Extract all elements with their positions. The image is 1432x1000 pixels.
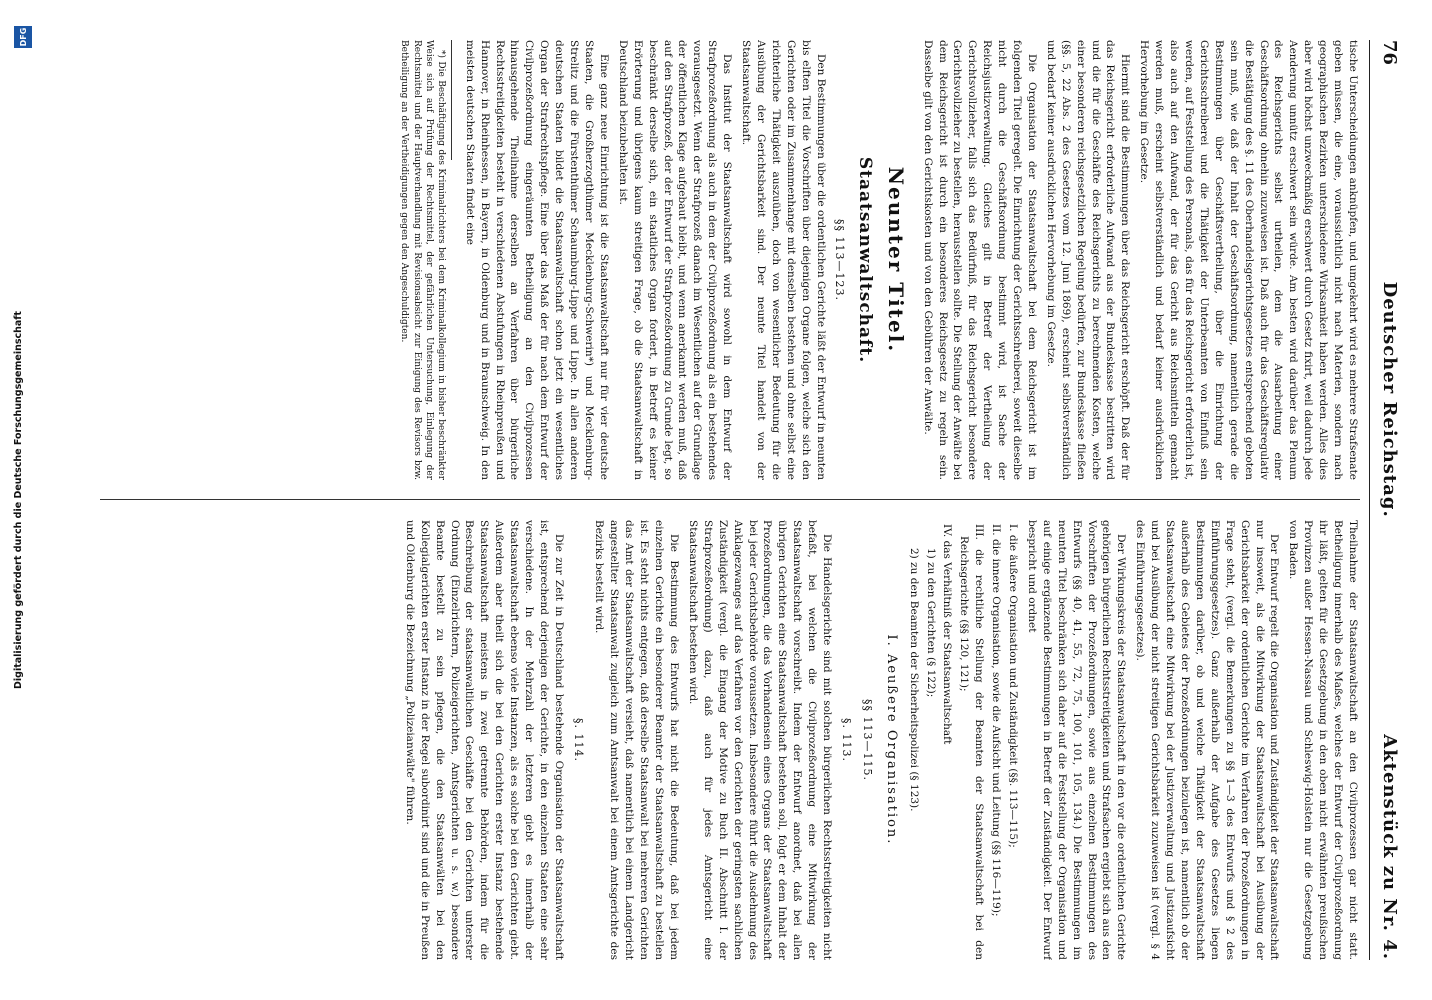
sub-list-item: 1) zu den Gerichten (§ 122); bbox=[924, 548, 937, 698]
chapter-heading: I. Aeußere Organisation. bbox=[883, 634, 899, 846]
paragraph: Die Bestimmung des Entwurfs hat nicht die Bedeutung, daß bei jedem einzelnen Gerichte ein besonderer Beamter der Staatsanwaltschaft zu bestellen ist. Es steht nichts entgegen, daß derselbe Staatsanwalt bei mehreren Gerichten das Amt der Staatsanwaltschaft versieht, daß namentlich bei einem Landgericht angestellter Staatsanwalt zugleich zum Amtsanwalt bei einem Amtsgerichte des Bezirks bestellt wird. bbox=[593, 520, 680, 960]
paragraph: Den Bestimmungen über die ordentlichen Gerichte läßt der Entwurf in neunten bis elften Titel die Vorschriften über diejenigen Organe folgen, welche sich den Gerichten oder im Zusammenhange mit denselben bestehen und ohne selbst eine richterliche Thätigkeit auszuüben, doch von wesentlicher Bedeutung für die Ausübung der Gerichtsbarkeit sind. Der neunte Titel handelt von der Staatsanwaltschaft. bbox=[740, 40, 827, 480]
column-divider bbox=[100, 499, 1360, 500]
section-heading: §. 113. bbox=[839, 718, 853, 762]
footnote-divider bbox=[451, 40, 452, 160]
list-item: III. die rechtliche Stellung der Beamten der Staatsanwaltschaft bei den Reichsgerichte (§§ 120, 121); bbox=[958, 524, 986, 960]
header-document-ref: Aktenstück zu Nr. 4. bbox=[1379, 734, 1401, 960]
page-number: 76 bbox=[1379, 40, 1401, 66]
digitization-note: Digitalisierung gefördert durch die Deutsche Forschungsgemeinschaft bbox=[13, 311, 24, 689]
title-heading: Neunter Titel. bbox=[883, 166, 908, 354]
paragraph: tische Unterscheidungen anknüpfen, und umgekehrt wird es mehrere Strafsenate geben müssen, die eine, voraussichtlich nicht nach Materien, sondern nach geographischen Bezirken unterschiedene Wirksamkeit haben werden. Alles dies aber wird höchst unzweckmäßig erschwert durch Gesetz fixirt, weil dadurch jede Aenderung unnütz erschwert sein würde. Am besten wird darüber das Plenum des Reichsgerichts selbst urtheilen, dem die Ausarbeitung einer Geschäftsordnung ohnehin zuzuweisen ist. Daß auch für das Geschäftsregulativ die Bestätigung des §. 11 des Oberhandelsgerichtsgesetzes entsprechend geboten sein muß, wie daß der Inhalt der Geschäftsordnung, namentlich gerade die Bestimmungen über Geschäftsvertheilung, über die Einrichtung der Gerichtsschreiberei und die Thätigkeit der Unterbeamten von Einfluß sein werden, auf Feststellung des Personals, das für das Reichsgericht erforderlich ist, also auch auf den Aufwand, der für das Gericht aus Reichsmitteln gemacht werden muß, erscheint selbstverständlich und bedarf keiner ausdrücklichen Hervorhebung im Gesetze. bbox=[1138, 40, 1359, 480]
outline-list bbox=[906, 520, 1020, 960]
paragraph: Theilnahme der Staatsanwaltschaft an den Civilprozessen gar nicht statt. Betheiligung innerhalb des Maßes, welches der Entwurf der Civilprozeßordnung ihr läßt, gelten für die Gesetzgebung in den oben nicht erwähnten preußischen Provinzen außer Hessen-Nassau und Schleswig-Holstein nur die Gesetzgebung von Baden. bbox=[1287, 520, 1359, 960]
paragraph: Die zur Zeit in Deutschland bestehende Organisation der Staatsanwaltschaft ist, entsprechend derjenigen der Gerichte, in den einzelnen Staaten eine sehr verschiedene. In der Mehrzahl der letzteren giebt es innerhalb der Staatsanwaltschaft ebenso viele Instanzen, als es solche bei den Gerichten giebt. Außerdem aber theilt sich die bei den Gerichten erster Instanz bestehende Staatsanwaltschaft meistens in zwei getrennte Behörden, indem für die Beschreibung der staatsanwaltlichen Geschäfte bei den Gerichten unterster Ordnung (Einzelrichtern, Polizeigerichten, Amtsgerichten u. s. w.) besondere Beamte bestellt zu sein pflegen, die den Staatsanwälten bei den Kollegialgerichten erster Instanz in der Regel subordinirt sind und die in Preußen und Oldenburg die Bezeichnung „Polizeianwälte" führen. bbox=[403, 520, 565, 960]
paragraph: Das Institut der Staatsanwaltschaft wird sowohl in dem Entwurf der Strafprozeßordnung als auch in dem der Civilprozeßordnung als ein bestehendes vorausgesetzt. Wenn der Strafprozeß danach im Wesentlichen auf der Grundlage der öffentlichen Klage aufgebaut bleibt, und wenn anerkannt werden muß, daß auf den Strafprozeß, der der Entwurf der Strafprozeßordnung zu Grunde legt, so beschränkt derselbe sich, ein staatliches Organ fordert, in Betreff es keiner Erörterung und übrigens kaum streitigen Frage, ob die Staatsanwaltschaft in Deutschland beizubehalten ist. bbox=[616, 40, 734, 480]
subtitle-heading: Staatsanwaltschaft. bbox=[855, 156, 876, 364]
paragraph: Hiermit sind die Bestimmungen über das Reichsgericht erschöpft. Daß der für das Reichsgericht erforderliche Aufwand aus der Bundeskasse bestritten wird und die für die Geschäfte des Reichsgerichts zu berechnenden Kosten, welche einer besonderen reichsgesetzlichen Regelung bedürfen, zur Bundeskasse fließen (§§. 5, 22 Abs. 2 des Gesetzes vom 12. Juni 1869), erscheint selbstverständlich und bedarf keiner ausdrücklichen Hervorhebung im Gesetze. bbox=[1044, 40, 1132, 480]
right-column bbox=[60, 520, 1360, 960]
header-title: Deutscher Reichstag. bbox=[1379, 281, 1401, 518]
paragraph: Der Wirkungskreis der Staatsanwaltschaft in den vor die ordentlichen Gerichte gehörigen bürgerlichen Rechtsstreitigkeiten und Strafsachen ergiebt sich aus den Vorschriften der Prozeßordnungen, sowie aus einzelnen Bestimmungen des Entwurfs (§§ 40, 41, 55, 72, 75, 100, 101, 105, 134.) Die Bestimmungen im neunten Titel beschränken sich daher auf die Feststellung der Organisation und auf einige ergänzende Bestimmungen in Betreff der Zuständigkeit. Der Entwurf bespricht und ordnet bbox=[1025, 520, 1128, 960]
section-range-heading: §§ 113—115. bbox=[861, 699, 875, 781]
sub-list-item: 2) zu den Beamten der Sicherheitspolizei (§ 123). bbox=[907, 548, 920, 812]
list-item: IV. das Verhältniß der Staatsanwaltschaft bbox=[941, 524, 954, 745]
dfg-logo: DFG bbox=[14, 26, 32, 48]
footnote: *) Die Beschäftigung des Kriminalrichters bei dem Kriminalkollegium in bisher beschränkter Weise sich auf Prüfung der Rechtsmittel, der gefährlichen Untersuchung, Einlegung der Rechtsmittel und der Hauptverhandlung mit Revisionsabsicht zur Einigung des Revisors bzw. Betheiligung an der Vertheidigungen gegen den Angeschuldigten. bbox=[399, 40, 446, 480]
list-item: II. die innere Organisation, sowie die Aufsicht und Leitung (§§ 116—119); bbox=[990, 524, 1003, 917]
paragraph: Der Entwurf regelt die Organisation und Zuständigkeit der Staatsanwaltschaft nur insoweit, als die Mitwirkung der Staatsanwaltschaft bei Ausübung der Gerichtsbarkeit der ordentlichen Gerichte im Verfahren der Prozeßordnungen in Frage steht, (vergl. die Bemerkungen zu §§ 1—3 des Entwurfs und § 2 des Einführungsgesetzes). Ganz außerhalb der Aufgabe des Gesetzes liegen Bestimmungen darüber, ob und welche Thätigkeit der Staatsanwaltschaft außerhalb des Gebietes der Prozeßordnungen beizulegen ist, namentlich ob der Staatsanwaltschaft eine Mitwirkung bei der Justizverwaltung und Justizaufsicht und bei Ausübung der nicht streitigen Gerichtsbarkeit zuzuweisen ist (vergl. § 4 des Einführungsgesetzes). bbox=[1134, 520, 1281, 960]
section-heading: §. 114. bbox=[571, 718, 585, 762]
paragraph: Die Handelsgerichte sind mit solchen bürgerlichen Rechtsstreitigkeiten nicht befaßt, bei welchen die Civilprozeßordnung eine Mitwirkung der Staatsanwaltschaft vorschreibt. Indem der Entwurf anordnet, daß bei allen übrigen Gerichten eine Staatsanwaltschaft bestehen soll, folgt er dem Inhalt der Prozeßordnungen, die das Vorhandensein eines Organs der Staatsanwaltschaft bei jeder Gerichtsbehörde voraussetzen. Insbesondere führt die Ausdehnung des Anklagezwanges auf das Verfahren vor den Gerichten der geringsten sachlichen Zuständigkeit (vergl. die Eingang der Motive zu Buch II. Abschnitt I. der Strafprozeßordnung) dazu, daß auch für jedes Amtsgericht eine Staatsanwaltschaft bestehen wird. bbox=[686, 520, 834, 960]
page-header bbox=[1369, 40, 1410, 960]
list-item: I. die äußere Organisation und Zuständigkeit (§§. 113—115); bbox=[1007, 524, 1020, 848]
paragraph: Eine ganz neue Einrichtung ist die Staatsanwaltschaft nur für vier deutsche Staaten, die Großherzogthümer Mecklenburg-Schwerin*) und Mecklenburg-Strelitz und die Fürstenthümer Schaumburg-Lippe und Lippe. In allen anderen deutschen Staaten bildet die Staatsanwaltschaft schon jetzt ein wesentliches Organ der Strafrechtspflege. Eine über das Maß der für nach dem Entwurf der Civilprozeßordnung eingeräumten Betheiligung an den Civilprozessen hinausgehende Theilnahme derselben an Verfahren über bürgerliche Rechtsstreitigkeiten besteht in verschiedenen Abstufungen in Rheinpreußen und Hannover, in Rheinhessen, in Bayern, in Oldenburg und in Braunschweig. In den meisten deutschen Staaten findet eine bbox=[463, 40, 610, 480]
section-range-heading: §§ 113—123. bbox=[833, 219, 847, 301]
left-column bbox=[60, 40, 1360, 480]
paragraph: Die Organisation der Staatsanwaltschaft bei dem Reichsgericht ist im folgenden Titel geregelt. Die Einrichtung der Gerichtsschreiberei, soweit dieselbe nicht durch die Geschäftsordnung bestimmt wird, ist Sache der Reichsjustizverwaltung. Gleiches gilt in Betreff der Vertheilung der Gerichtsvollzieher, falls sich das Bedürfniß, für das Reichsgericht besondere Gerichtsvollzieher zu bestellen, herausstellen sollte. Die Stellung der Anwälte bei dem Reichsgericht ist durch ein besonderes Reichsgesetz zu regeln sein. Dasselbe gilt von den Gerichtskosten und von den Gebühren der Anwälte. bbox=[921, 40, 1038, 480]
